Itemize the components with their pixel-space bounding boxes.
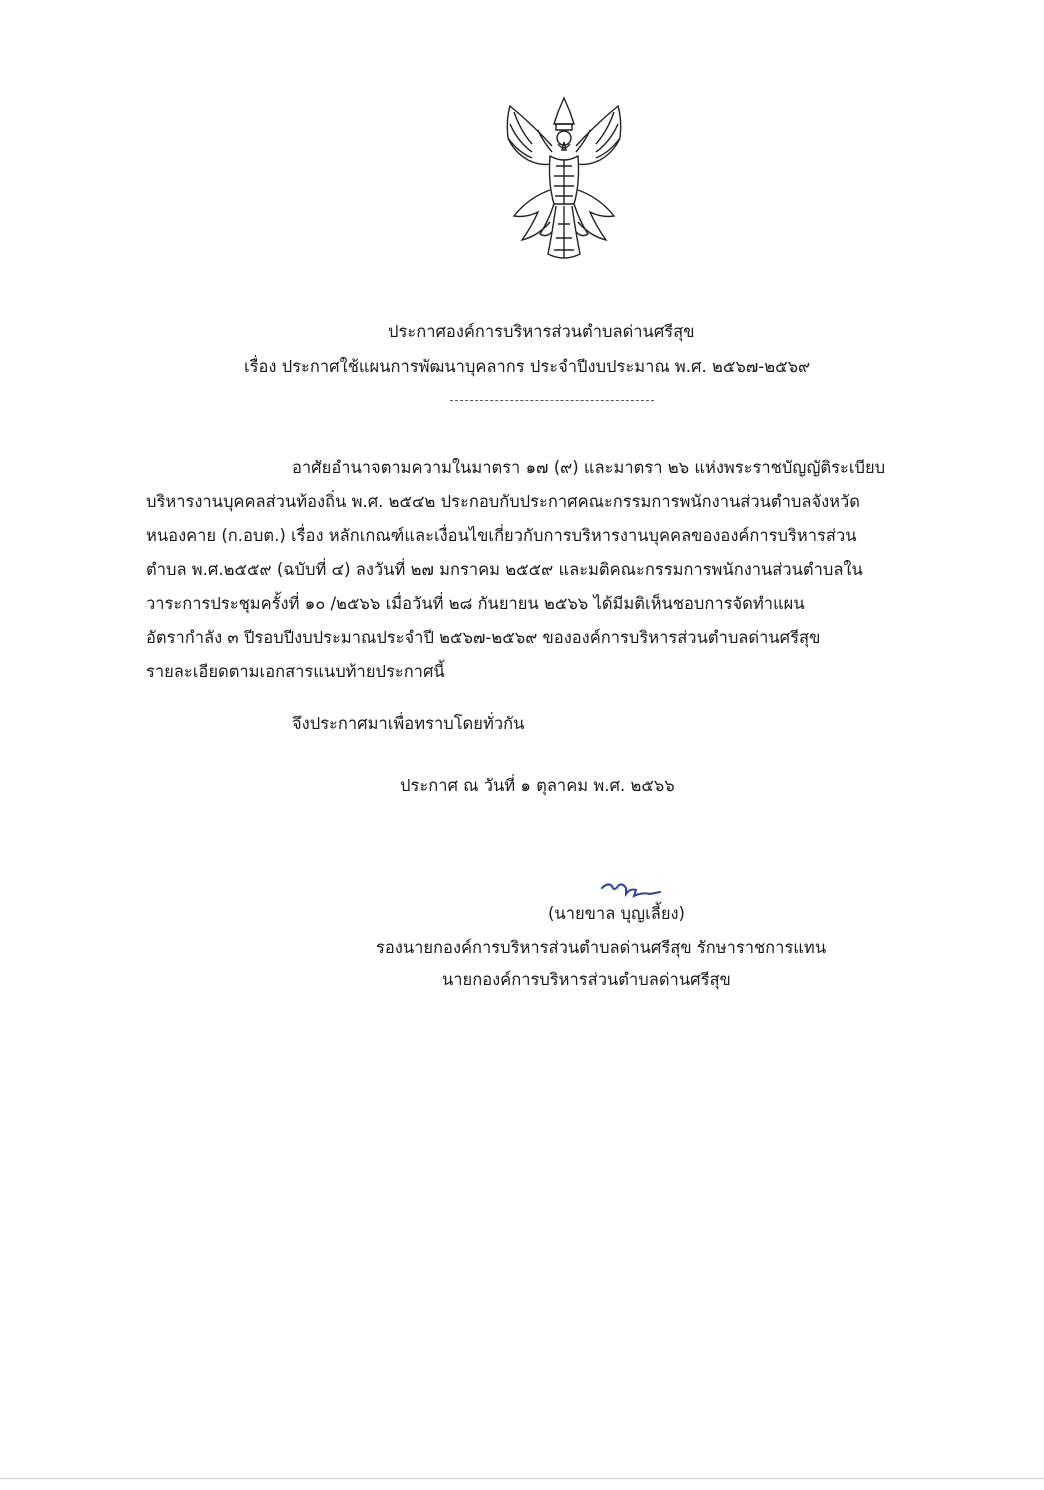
signer-position: รองนายกองค์การบริหารส่วนตำบลด่านศรีสุข รักษาราชการแทน bbox=[376, 938, 827, 957]
body-line: หนองคาย (ก.อบต.) เรื่อง หลักเกณฑ์และเงื่อนไขเกี่ยวกับการบริหารงานบุคคลขององค์การบริหารส่วน bbox=[146, 526, 857, 545]
announcement-subject: เรื่อง ประกาศใช้แผนการพัฒนาบุคลากร ประจำปีงบประมาณ พ.ศ. ๒๕๖๗-๒๕๖๙ bbox=[244, 357, 811, 376]
body-line: รายละเอียดตามเอกสารแนบท้ายประกาศนี้ bbox=[146, 662, 445, 681]
body-line: บริหารงานบุคคลส่วนท้องถิ่น พ.ศ. ๒๕๔๒ ประกอบกับประกาศคณะกรรมการพนักงานส่วนตำบลจังหวัด bbox=[146, 492, 861, 511]
closing-statement: จึงประกาศมาเพื่อทราบโดยทั่วกัน bbox=[292, 714, 525, 733]
signer-position-acting: นายกองค์การบริหารส่วนตำบลด่านศรีสุข bbox=[442, 970, 731, 989]
divider bbox=[450, 400, 654, 401]
signature-mark bbox=[600, 880, 662, 902]
body-line: วาระการประชุมครั้งที่ ๑๐ /๒๕๖๖ เมื่อวันที่ ๒๘ กันยายน ๒๕๖๖ ได้มีมติเห็นชอบการจัดทำแผน bbox=[146, 594, 805, 613]
announcement-title: ประกาศองค์การบริหารส่วนตำบลด่านศรีสุข bbox=[388, 322, 695, 341]
announcement-date: ประกาศ ณ วันที่ ๑ ตุลาคม พ.ศ. ๒๕๖๖ bbox=[400, 776, 675, 795]
signer-name: (นายขาล บุญเลี้ยง) bbox=[548, 904, 685, 923]
scan-edge bbox=[0, 1478, 1044, 1479]
body-line: อัตรากำลัง ๓ ปีรอบปีงบประมาณประจำปี ๒๕๖๗-๒๕๖๙ ขององค์การบริหารส่วนตำบลด่านศรีสุข bbox=[146, 628, 821, 647]
body-line: อาศัยอำนาจตามความในมาตรา ๑๗ (๙) และมาตรา ๒๖ แห่งพระราชบัญญัติระเบียบ bbox=[292, 458, 886, 477]
garuda-emblem-icon bbox=[492, 94, 636, 264]
body-line: ตำบล พ.ศ.๒๕๕๙ (ฉบับที่ ๔) ลงวันที่ ๒๗ มกราคม ๒๕๕๙ และมติคณะกรรมการพนักงานส่วนตำบลใน bbox=[146, 560, 863, 579]
